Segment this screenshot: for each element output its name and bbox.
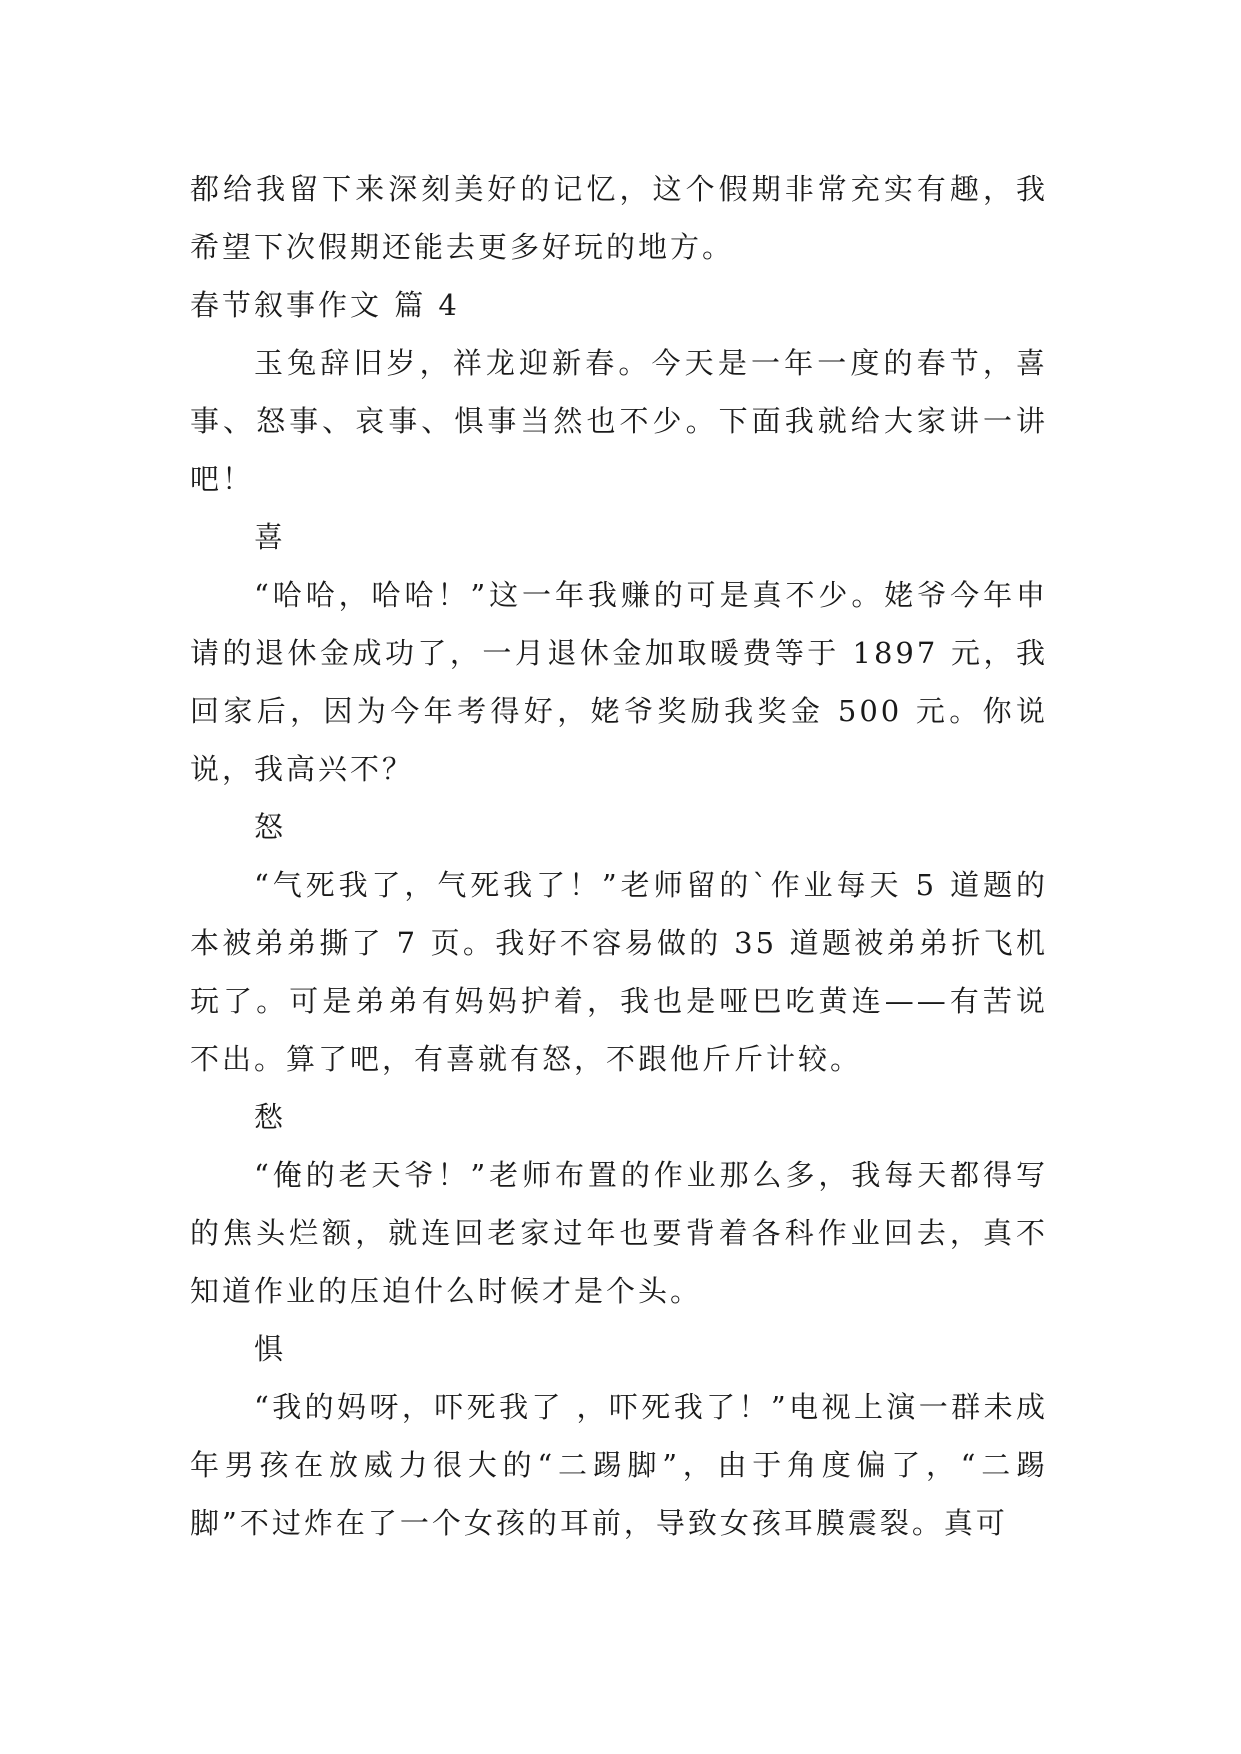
article-heading: 春节叙事作文 篇 4 bbox=[190, 288, 460, 322]
paragraph-continued: 都给我留下来深刻美好的记忆，这个假期非常充实有趣，我希望下次假期还能去更多好玩的地方。 bbox=[190, 172, 1048, 264]
paragraph-joy: “哈哈，哈哈！”这一年我赚的可是真不少。姥爷今年申请的退休金成功了，一月退休金加取暖费等于 1897 元，我回家后，因为今年考得好，姥爷奖励我奖金 500 元。你说说，我高兴不？ bbox=[190, 578, 1048, 786]
paragraph-fear: “我的妈呀，吓死我了 ，吓死我了！”电视上演一群未成年男孩在放威力很大的“二踢脚”，由于角度偏了，“二踢脚”不过炸在了一个女孩的耳前，导致女孩耳膜震裂。真可 bbox=[190, 1390, 1048, 1540]
section-title-joy: 喜 bbox=[254, 520, 287, 554]
document-page bbox=[190, 160, 1048, 1552]
paragraph-worry: “俺的老天爷！”老师布置的作业那么多，我每天都得写的焦头烂额，就连回老家过年也要背着各科作业回去，真不知道作业的压迫什么时候才是个头。 bbox=[190, 1158, 1048, 1308]
section-title-worry: 愁 bbox=[254, 1100, 287, 1134]
section-title-anger: 怒 bbox=[254, 810, 287, 844]
paragraph-intro: 玉兔辞旧岁，祥龙迎新春。今天是一年一度的春节，喜事、怒事、哀事、惧事当然也不少。下面我就给大家讲一讲吧！ bbox=[190, 346, 1048, 496]
paragraph-anger: “气死我了，气死我了！”老师留的`作业每天 5 道题的本被弟弟撕了 7 页。我好不容易做的 35 道题被弟弟折飞机玩了。可是弟弟有妈妈护着，我也是哑巴吃黄连——有苦说不出。算了吧，有喜就有怒，不跟他斤斤计较。 bbox=[190, 868, 1048, 1076]
section-title-fear: 惧 bbox=[254, 1332, 287, 1366]
